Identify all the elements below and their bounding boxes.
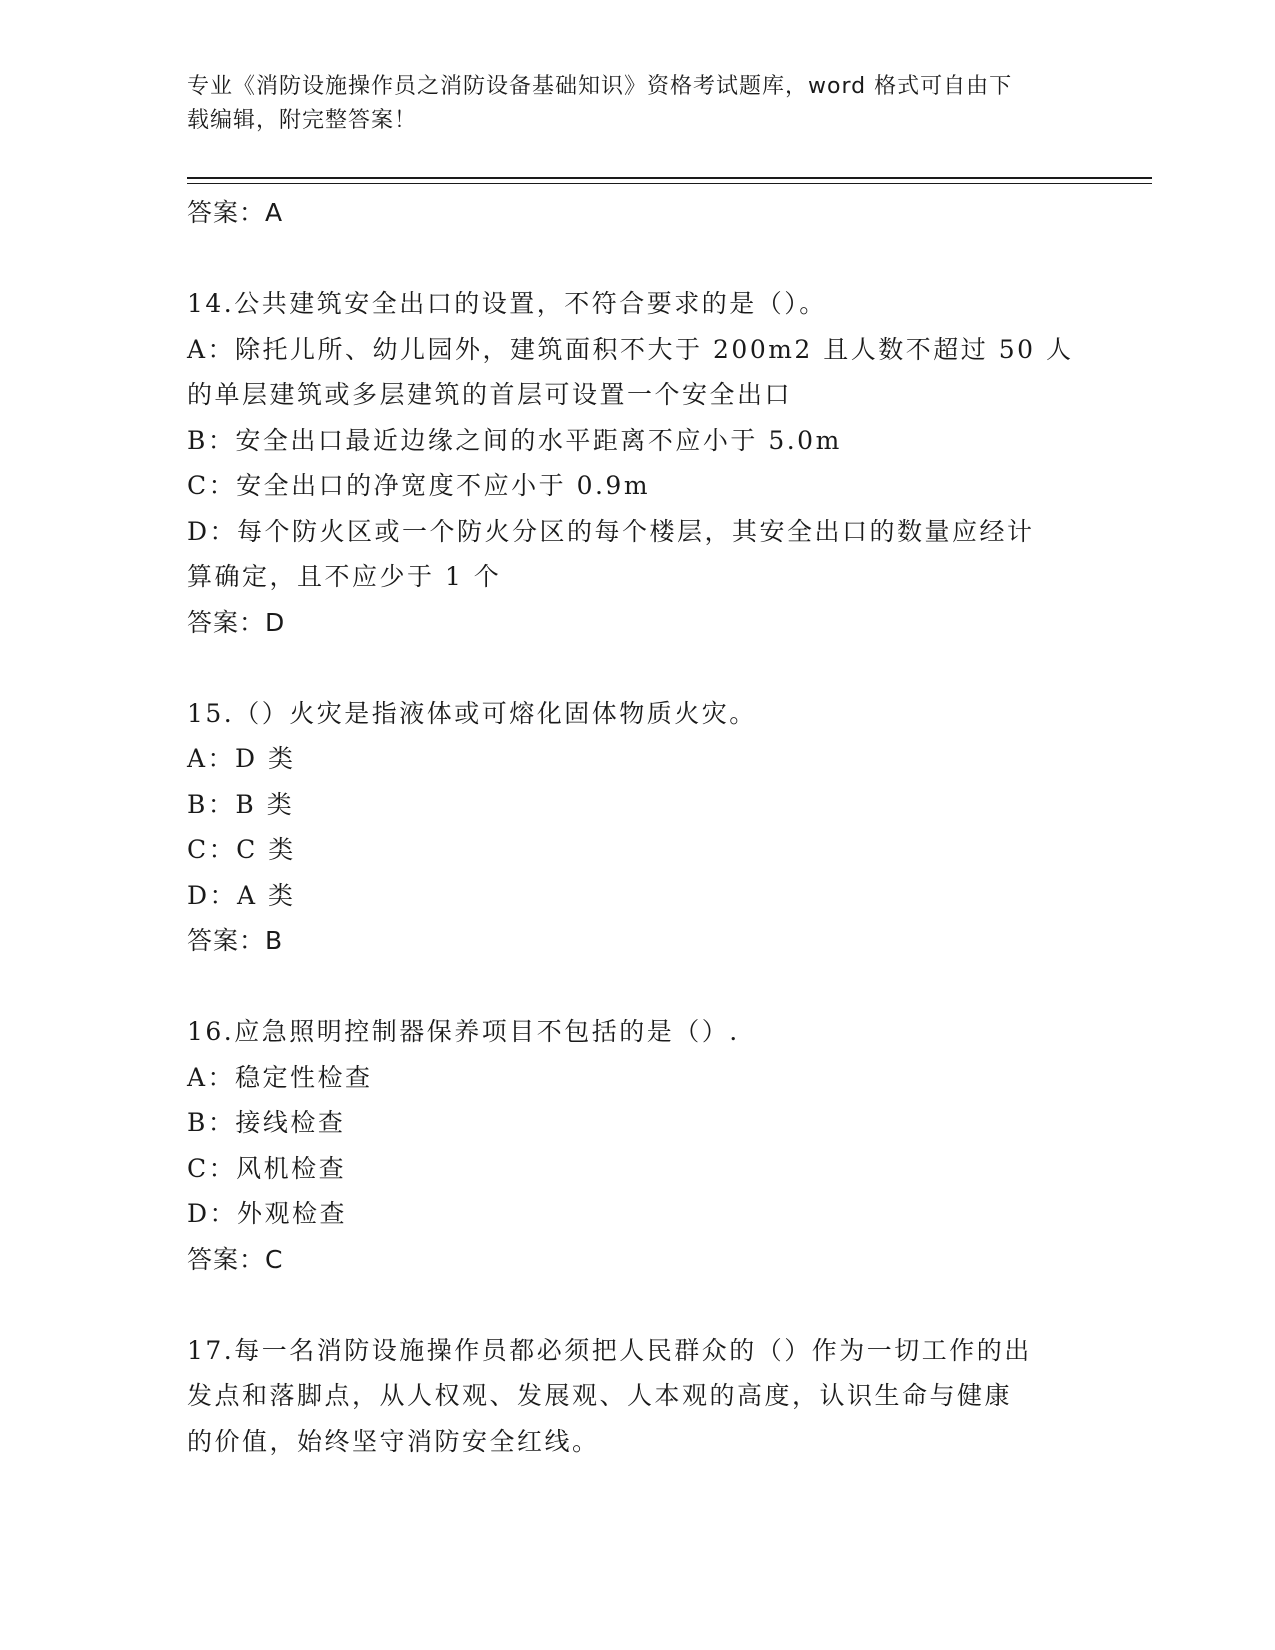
- option-c: C：风机检查: [187, 1153, 347, 1183]
- question-text: 16.应急照明控制器保养项目不包括的是（）.: [187, 1017, 740, 1046]
- question-text: 14.公共建筑安全出口的设置，不符合要求的是（）。: [187, 289, 827, 318]
- option-a-continued: 的单层建筑或多层建筑的首层可设置一个安全出口: [187, 380, 793, 409]
- option-b: B：B 类: [187, 789, 295, 819]
- option-b: B：安全出口最近边缘之间的水平距离不应小于 5.0m: [187, 425, 842, 455]
- header-rule-thin: [187, 183, 1152, 184]
- answer-line: 答案：C: [187, 1244, 284, 1274]
- question-text-continued: 的价值，始终坚守消防安全红线。: [187, 1426, 600, 1456]
- option-d-continued: 算确定，且不应少于 1 个: [187, 562, 502, 591]
- option-a: A：D 类: [187, 744, 296, 773]
- question-15: [187, 691, 1087, 964]
- header-rule-thick: [187, 177, 1152, 179]
- question-text: 15.（）火灾是指液体或可熔化固体物质火灾。: [187, 698, 757, 728]
- spacer: [187, 1282, 1087, 1328]
- option-c: C：C 类: [187, 835, 296, 864]
- option-a: A：除托儿所、幼儿园外，建筑面积不大于 200m2 且人数不超过 50 人: [187, 334, 1074, 364]
- question-16: [187, 1009, 1087, 1282]
- answer-line: 答案：D: [187, 607, 286, 637]
- answer-block: [187, 190, 1087, 236]
- header-line-1: 专业《消防设施操作员之消防设备基础知识》资格考试题库，word 格式可自由下: [187, 74, 1013, 99]
- question-17: [187, 1328, 1087, 1465]
- option-a: A：稳定性检查: [187, 1062, 373, 1092]
- answer-line: 答案：A: [187, 198, 284, 227]
- spacer: [187, 236, 1087, 282]
- option-d: D：每个防火区或一个防火分区的每个楼层，其安全出口的数量应经计: [187, 516, 1035, 546]
- option-d: D：外观检查: [187, 1199, 348, 1228]
- spacer: [187, 645, 1087, 691]
- option-b: B：接线检查: [187, 1108, 346, 1137]
- spacer: [187, 964, 1087, 1010]
- question-text: 17.每一名消防设施操作员都必须把人民群众的（）作为一切工作的出: [187, 1335, 1032, 1365]
- answer-line: 答案：B: [187, 926, 284, 955]
- option-d: D：A 类: [187, 880, 296, 910]
- header-line-2: 载编辑，附完整答案！: [187, 108, 418, 133]
- question-list: [187, 190, 1087, 1464]
- option-c: C：安全出口的净宽度不应小于 0.9m: [187, 471, 651, 500]
- document-header: [187, 70, 1067, 138]
- question-text-continued: 发点和落脚点，从人权观、发展观、人本观的高度，认识生命与健康: [187, 1381, 1013, 1410]
- question-14: [187, 281, 1087, 645]
